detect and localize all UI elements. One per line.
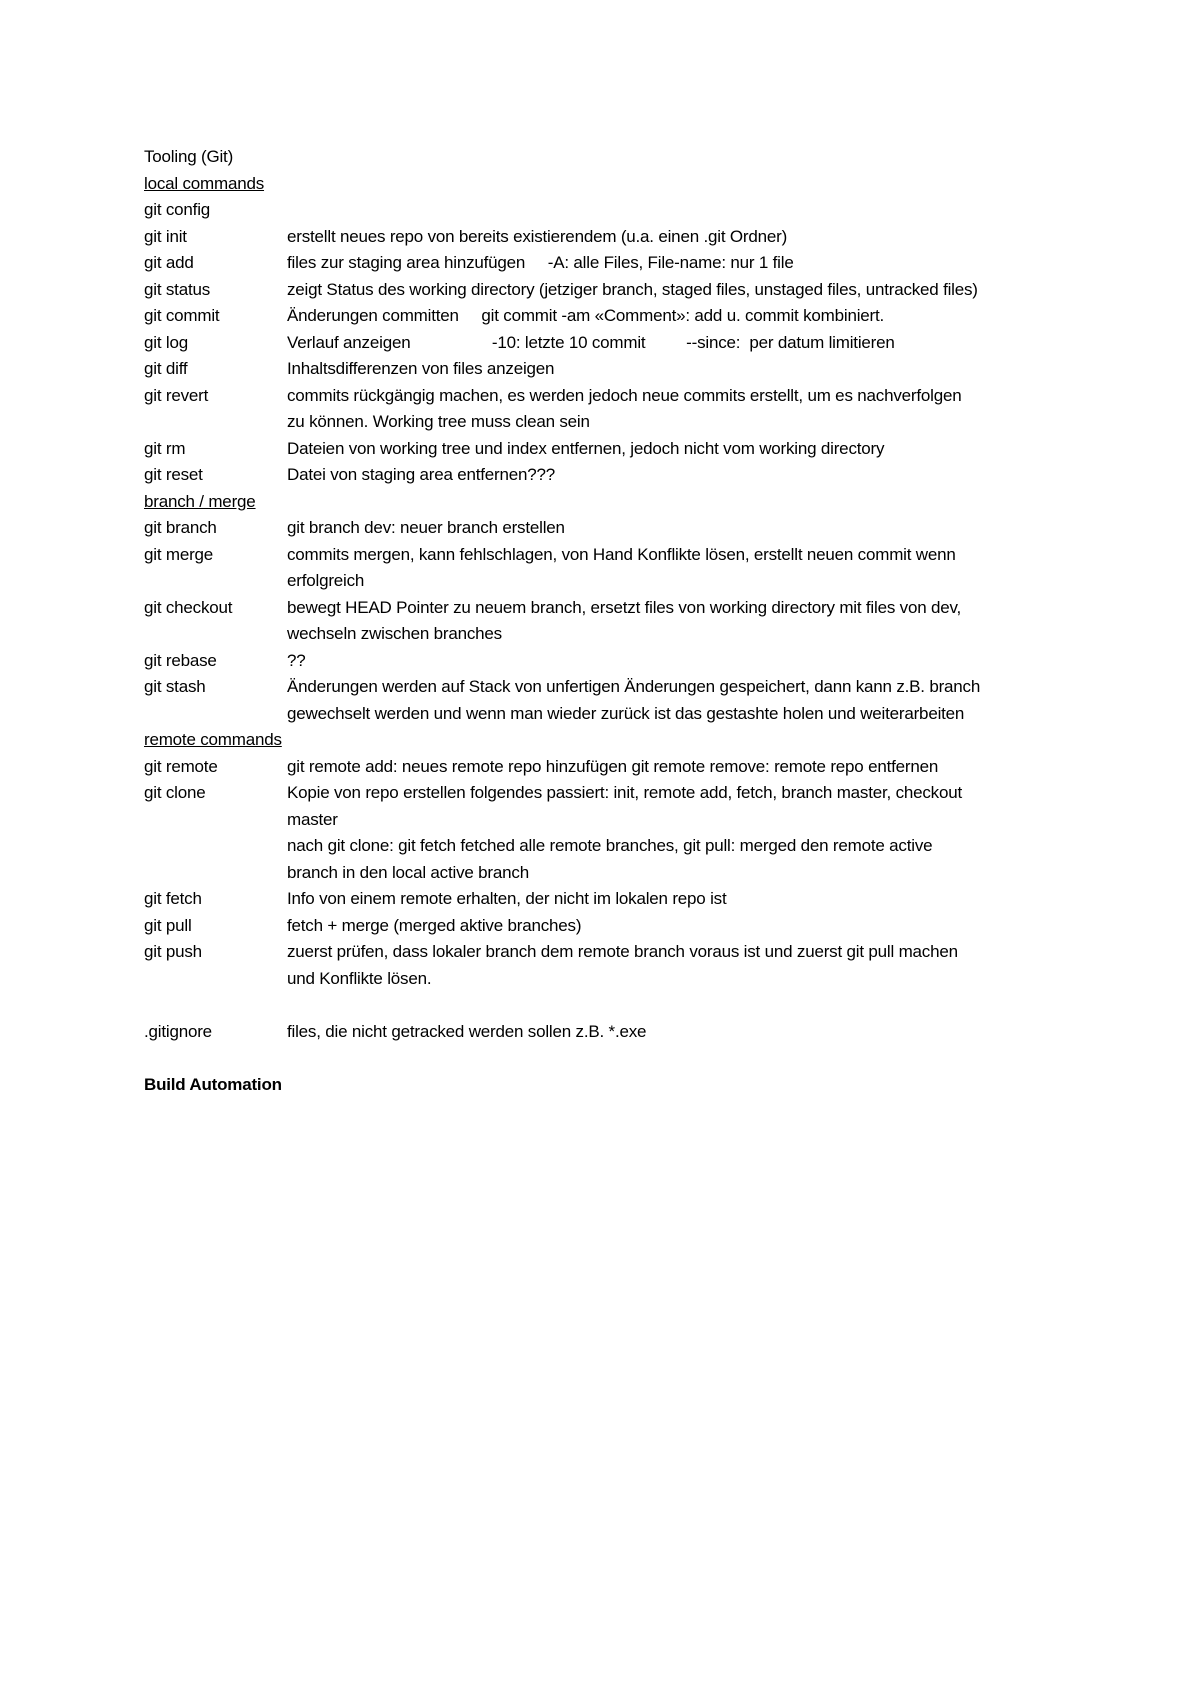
description-line: zuerst prüfen, dass lokaler branch dem remote branch voraus ist und zuerst git pull machen bbox=[287, 942, 958, 961]
command-name: git pull bbox=[144, 915, 192, 935]
command-row bbox=[144, 886, 1064, 913]
description-line: Datei von staging area entfernen??? bbox=[287, 465, 556, 484]
description-line: git remote add: neues remote repo hinzufügen git remote remove: remote repo entfernen bbox=[287, 756, 939, 776]
description-line: commits mergen, kann fehlschlagen, von Hand Konflikte lösen, erstellt neuen commit wenn bbox=[287, 544, 956, 564]
command-row bbox=[144, 383, 1064, 436]
command-description bbox=[287, 383, 1064, 436]
command-name: git init bbox=[144, 226, 187, 246]
command-description bbox=[287, 515, 1064, 542]
description-line: fetch + merge (merged aktive branches) bbox=[287, 915, 582, 935]
command-description bbox=[287, 780, 1064, 886]
section-heading: local commands bbox=[144, 173, 265, 193]
description-line: zeigt Status des working directory (jetziger branch, staged files, unstaged files, untracked files) bbox=[287, 279, 978, 299]
command-name: git reset bbox=[144, 465, 203, 484]
command-name: git revert bbox=[144, 385, 209, 405]
description-line: erfolgreich bbox=[287, 571, 365, 590]
command-description bbox=[287, 436, 1064, 463]
command-description bbox=[287, 542, 1064, 595]
command-description: files, die nicht getracked werden sollen z.B. *.exe bbox=[287, 1021, 647, 1041]
command-description bbox=[287, 277, 1064, 304]
command-name: git diff bbox=[144, 359, 188, 378]
description-line: zu können. Working tree muss clean sein bbox=[287, 412, 590, 431]
description-line: erstellt neues repo von bereits existierendem (u.a. einen .git Ordner) bbox=[287, 226, 788, 246]
command-name: git clone bbox=[144, 783, 206, 802]
command-row bbox=[144, 595, 1064, 648]
command-name: git commit bbox=[144, 306, 220, 325]
description-line: git branch dev: neuer branch erstellen bbox=[287, 518, 565, 537]
command-description bbox=[287, 356, 1064, 383]
description-line: Änderungen werden auf Stack von unfertigen Änderungen gespeichert, dann kann z.B. branch bbox=[287, 677, 981, 696]
command-row bbox=[144, 250, 1064, 277]
command-row bbox=[144, 277, 1064, 304]
command-name: git rm bbox=[144, 438, 186, 458]
command-name: git fetch bbox=[144, 889, 202, 908]
command-row bbox=[144, 913, 1064, 940]
command-row bbox=[144, 780, 1064, 886]
command-description bbox=[287, 250, 1064, 277]
command-description bbox=[287, 939, 1064, 992]
blank-line bbox=[144, 992, 1064, 1019]
command-description bbox=[287, 886, 1064, 913]
description-line: wechseln zwischen branches bbox=[287, 624, 502, 643]
description-line: commits rückgängig machen, es werden jedoch neue commits erstellt, um es nachverfolgen bbox=[287, 385, 962, 405]
description-line: Kopie von repo erstellen folgendes passiert: init, remote add, fetch, branch master, checkout bbox=[287, 783, 963, 802]
description-line: branch in den local active branch bbox=[287, 862, 529, 882]
command-row bbox=[144, 330, 1064, 357]
command-name: git add bbox=[144, 253, 194, 272]
command-name: git checkout bbox=[144, 597, 233, 617]
command-description bbox=[287, 224, 1064, 251]
build-automation-heading: Build Automation bbox=[144, 1074, 282, 1094]
description-line: Info von einem remote erhalten, der nicht im lokalen repo ist bbox=[287, 889, 727, 908]
command-name: git log bbox=[144, 332, 188, 352]
command-description bbox=[287, 674, 1064, 727]
command-row bbox=[144, 303, 1064, 330]
command-row bbox=[144, 462, 1064, 489]
command-name: git merge bbox=[144, 544, 214, 564]
command-description bbox=[287, 754, 1064, 781]
command-description bbox=[287, 330, 1064, 357]
command-name: git push bbox=[144, 942, 202, 961]
description-line: Inhaltsdifferenzen von files anzeigen bbox=[287, 359, 555, 378]
description-line: files zur staging area hinzufügen -A: alle Files, File-name: nur 1 file bbox=[287, 253, 794, 272]
command-name: git rebase bbox=[144, 650, 217, 670]
command-name: git branch bbox=[144, 518, 217, 537]
command-name: git config bbox=[144, 200, 211, 219]
command-row bbox=[144, 542, 1064, 595]
command-description bbox=[287, 462, 1064, 489]
command-row bbox=[144, 939, 1064, 992]
command-name: git remote bbox=[144, 756, 218, 776]
command-row bbox=[144, 515, 1064, 542]
description-line: Dateien von working tree und index entfernen, jedoch nicht vom working directory bbox=[287, 438, 885, 458]
command-description bbox=[287, 648, 1064, 675]
command-name: .gitignore bbox=[144, 1021, 212, 1041]
description-line: ?? bbox=[287, 650, 306, 670]
command-row bbox=[144, 648, 1064, 675]
command-row bbox=[144, 674, 1064, 727]
description-line: Änderungen committen git commit -am «Comment»: add u. commit kombiniert. bbox=[287, 306, 885, 325]
document-content bbox=[144, 144, 1064, 1098]
sections-container bbox=[144, 171, 1064, 993]
document-title: Tooling (Git) bbox=[144, 147, 234, 166]
description-line: nach git clone: git fetch fetched alle remote branches, git pull: merged den remote active bbox=[287, 836, 933, 855]
description-line: und Konflikte lösen. bbox=[287, 968, 432, 988]
section-heading: branch / merge bbox=[144, 491, 256, 511]
command-description bbox=[287, 303, 1064, 330]
command-row bbox=[144, 197, 1064, 224]
command-row bbox=[144, 356, 1064, 383]
command-row bbox=[144, 224, 1064, 251]
command-row bbox=[144, 436, 1064, 463]
command-row bbox=[144, 754, 1064, 781]
command-description bbox=[287, 595, 1064, 648]
description-line: Verlauf anzeigen -10: letzte 10 commit --since: per datum limitieren bbox=[287, 332, 895, 352]
description-line: bewegt HEAD Pointer zu neuem branch, ersetzt files von working directory mit files von dev, bbox=[287, 597, 962, 617]
section-heading: remote commands bbox=[144, 730, 282, 749]
command-name: git status bbox=[144, 279, 211, 299]
description-line: gewechselt werden und wenn man wieder zurück ist das gestashte holen und weiterarbeiten bbox=[287, 703, 965, 723]
description-line: master bbox=[287, 809, 338, 829]
command-name: git stash bbox=[144, 677, 206, 696]
command-description bbox=[287, 913, 1064, 940]
gitignore-row bbox=[144, 1019, 1064, 1046]
